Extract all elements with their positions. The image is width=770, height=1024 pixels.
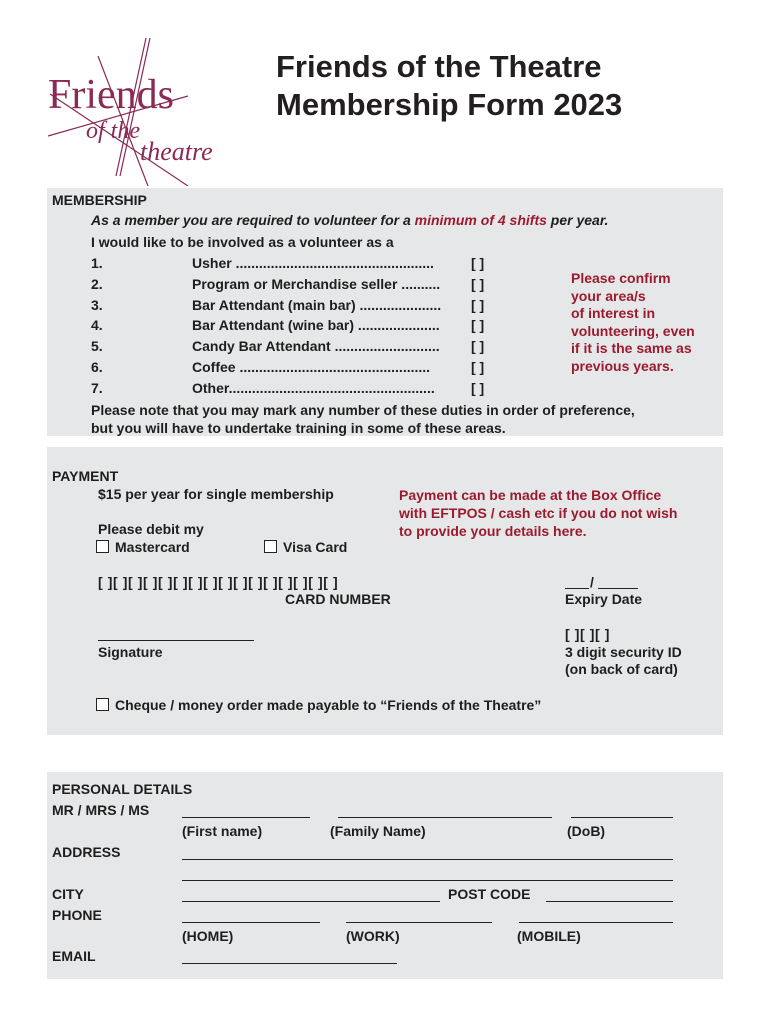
email-label: EMAIL [52, 948, 96, 964]
expiry-label: Expiry Date [565, 591, 643, 607]
security-id-label: 3 digit security ID [565, 644, 682, 660]
post-code-field[interactable] [546, 901, 673, 902]
volunteer-option-checkbox[interactable]: [ ] [471, 380, 485, 396]
card-number-label: CARD NUMBER [285, 591, 391, 607]
mastercard-option[interactable]: Mastercard [96, 539, 190, 556]
phone-label: PHONE [52, 907, 102, 923]
address-field-line1[interactable] [182, 859, 673, 860]
volunteer-option-checkbox[interactable]: [ ] [471, 317, 485, 333]
address-field-line2[interactable] [182, 880, 673, 881]
security-id-boxes[interactable]: [ ][ ][ ] [565, 626, 611, 642]
email-field[interactable] [182, 963, 397, 964]
volunteer-option-number: 5. [91, 338, 103, 354]
title-label: MR / MRS / MS [52, 802, 150, 818]
volunteer-option-label: Program or Merchandise seller .......... [192, 276, 441, 292]
membership-intro: As a member you are required to volunteer for a minimum of 4 shifts per year. [91, 212, 609, 228]
volunteer-option-number: 4. [91, 317, 103, 333]
preference-note: Please note that you may mark any number of these duties in order of preference, but you will have to undertake training in some of these areas. [91, 402, 635, 436]
volunteer-option-number: 1. [91, 255, 103, 271]
visa-option[interactable]: Visa Card [264, 539, 347, 556]
volunteer-option-label: Other..................................................... [192, 380, 435, 396]
signature-label: Signature [98, 644, 163, 660]
payment-fee: $15 per year for single membership [98, 486, 334, 502]
city-label: CITY [52, 886, 84, 902]
confirm-note: Please confirm your area/s of interest in volunteering, even if it is the same as previous years. [571, 270, 695, 374]
page-title-line1: Friends of the Theatre [276, 49, 602, 84]
logo-word-theatre: theatre [140, 137, 213, 166]
logo-word-friends: Friends [48, 72, 174, 118]
volunteer-option-checkbox[interactable]: [ ] [471, 297, 485, 313]
volunteer-option-checkbox[interactable]: [ ] [471, 276, 485, 292]
cheque-option[interactable]: Cheque / money order made payable to “Friends of the Theatre” [96, 697, 541, 714]
address-label: ADDRESS [52, 844, 121, 860]
first-name-label: (First name) [182, 823, 263, 839]
city-field[interactable] [182, 901, 440, 902]
debit-label: Please debit my [98, 521, 204, 537]
page-title-line2: Membership Form 2023 [276, 87, 623, 122]
volunteer-option-checkbox[interactable]: [ ] [471, 359, 485, 375]
volunteer-option-label: Bar Attendant (main bar) ..................... [192, 297, 442, 313]
mobile-phone-field[interactable] [519, 922, 673, 923]
volunteer-option-label: Coffee ................................................. [192, 359, 431, 375]
volunteer-option-number: 7. [91, 380, 103, 396]
volunteer-option-label: Usher ................................................... [192, 255, 434, 271]
payment-info: Payment can be made at the Box Office with EFTPOS / cash etc if you do not wish to provide your details here. [399, 487, 678, 539]
home-phone-field[interactable] [182, 922, 320, 923]
membership-heading: MEMBERSHIP [52, 192, 147, 208]
membership-involve: I would like to be involved as a volunteer as a [91, 234, 394, 250]
signature-field[interactable] [98, 640, 254, 641]
post-code-label: POST CODE [448, 886, 531, 902]
expiry-month-field[interactable] [565, 588, 589, 589]
volunteer-option-label: Bar Attendant (wine bar) ..................... [192, 317, 440, 333]
volunteer-option-checkbox[interactable]: [ ] [471, 255, 485, 271]
family-name-field[interactable] [338, 817, 552, 818]
first-name-field[interactable] [182, 817, 310, 818]
volunteer-option-checkbox[interactable]: [ ] [471, 338, 485, 354]
visa-checkbox[interactable] [264, 540, 277, 553]
personal-heading: PERSONAL DETAILS [52, 781, 193, 797]
expiry-year-field[interactable] [598, 588, 638, 589]
home-label: (HOME) [182, 928, 234, 944]
mobile-label: (MOBILE) [517, 928, 581, 944]
security-id-hint: (on back of card) [565, 661, 678, 677]
work-label: (WORK) [346, 928, 400, 944]
volunteer-option-number: 2. [91, 276, 103, 292]
expiry-slash: / [590, 574, 594, 590]
logo-word-of-the: of the [86, 118, 140, 144]
dob-label: (DoB) [567, 823, 606, 839]
dob-field[interactable] [571, 817, 673, 818]
volunteer-option-number: 3. [91, 297, 103, 313]
logo-star-icon [38, 36, 238, 186]
payment-heading: PAYMENT [52, 468, 119, 484]
card-number-boxes[interactable]: [ ][ ][ ][ ][ ][ ][ ][ ][ ][ ][ ][ ][ ][ ][ ][ ] [98, 574, 339, 590]
volunteer-option-label: Candy Bar Attendant ........................... [192, 338, 440, 354]
work-phone-field[interactable] [346, 922, 492, 923]
family-name-label: (Family Name) [330, 823, 426, 839]
cheque-checkbox[interactable] [96, 698, 109, 711]
friends-of-the-theatre-logo [38, 36, 238, 186]
volunteer-option-number: 6. [91, 359, 103, 375]
mastercard-checkbox[interactable] [96, 540, 109, 553]
